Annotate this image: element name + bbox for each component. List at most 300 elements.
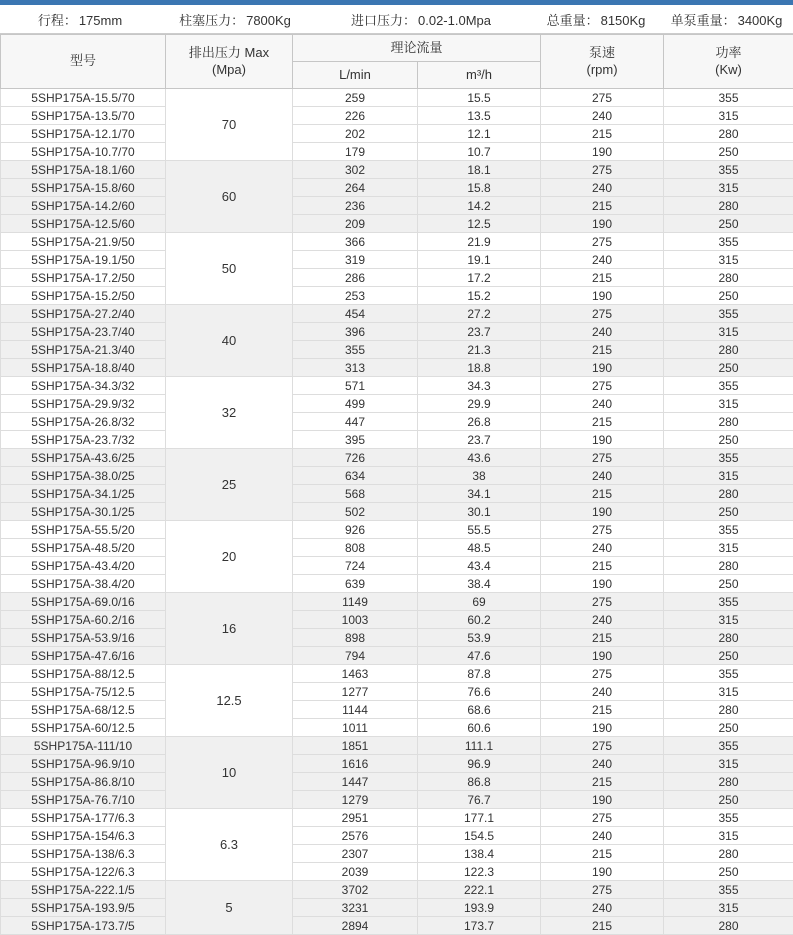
pressure-group-cell: 60 bbox=[166, 161, 293, 233]
model-cell: 5SHP175A-38.4/20 bbox=[1, 575, 166, 593]
model-cell: 5SHP175A-23.7/32 bbox=[1, 431, 166, 449]
speed-cell: 190 bbox=[541, 359, 664, 377]
speed-cell: 240 bbox=[541, 827, 664, 845]
power-cell: 280 bbox=[664, 557, 793, 575]
table-row bbox=[1, 413, 793, 431]
flow-lmin-cell: 898 bbox=[293, 629, 418, 647]
flow-m3h-cell: 38 bbox=[418, 467, 541, 485]
speed-cell: 240 bbox=[541, 395, 664, 413]
flow-m3h-cell: 177.1 bbox=[418, 809, 541, 827]
flow-lmin-cell: 202 bbox=[293, 125, 418, 143]
flow-lmin-cell: 209 bbox=[293, 215, 418, 233]
model-cell: 5SHP175A-30.1/25 bbox=[1, 503, 166, 521]
flow-m3h-cell: 30.1 bbox=[418, 503, 541, 521]
model-cell: 5SHP175A-222.1/5 bbox=[1, 881, 166, 899]
power-cell: 315 bbox=[664, 683, 793, 701]
power-cell: 355 bbox=[664, 305, 793, 323]
power-cell: 280 bbox=[664, 197, 793, 215]
flow-lmin-cell: 794 bbox=[293, 647, 418, 665]
table-row bbox=[1, 377, 793, 395]
power-cell: 315 bbox=[664, 827, 793, 845]
flow-m3h-cell: 60.2 bbox=[418, 611, 541, 629]
flow-lmin-cell: 1149 bbox=[293, 593, 418, 611]
flow-m3h-cell: 23.7 bbox=[418, 323, 541, 341]
power-cell: 315 bbox=[664, 755, 793, 773]
model-cell: 5SHP175A-69.0/16 bbox=[1, 593, 166, 611]
power-cell: 250 bbox=[664, 215, 793, 233]
table-row bbox=[1, 485, 793, 503]
power-cell: 250 bbox=[664, 575, 793, 593]
table-row bbox=[1, 395, 793, 413]
flow-m3h-cell: 86.8 bbox=[418, 773, 541, 791]
flow-m3h-cell: 48.5 bbox=[418, 539, 541, 557]
model-cell: 5SHP175A-60.2/16 bbox=[1, 611, 166, 629]
flow-m3h-cell: 17.2 bbox=[418, 269, 541, 287]
flow-m3h-cell: 13.5 bbox=[418, 107, 541, 125]
model-cell: 5SHP175A-75/12.5 bbox=[1, 683, 166, 701]
speed-cell: 240 bbox=[541, 179, 664, 197]
table-row bbox=[1, 629, 793, 647]
flow-lmin-cell: 3702 bbox=[293, 881, 418, 899]
model-cell: 5SHP175A-68/12.5 bbox=[1, 701, 166, 719]
flow-lmin-cell: 253 bbox=[293, 287, 418, 305]
flow-lmin-cell: 179 bbox=[293, 143, 418, 161]
pressure-group-cell: 25 bbox=[166, 449, 293, 521]
flow-m3h-cell: 19.1 bbox=[418, 251, 541, 269]
table-row bbox=[1, 575, 793, 593]
model-cell: 5SHP175A-19.1/50 bbox=[1, 251, 166, 269]
info-single-pump-weight-value: 3400Kg bbox=[737, 12, 783, 28]
table-row bbox=[1, 611, 793, 629]
table-row bbox=[1, 719, 793, 737]
speed-cell: 275 bbox=[541, 377, 664, 395]
table-row bbox=[1, 179, 793, 197]
speed-cell: 190 bbox=[541, 431, 664, 449]
flow-m3h-cell: 15.2 bbox=[418, 287, 541, 305]
power-cell: 355 bbox=[664, 737, 793, 755]
table-row bbox=[1, 323, 793, 341]
flow-lmin-cell: 499 bbox=[293, 395, 418, 413]
flow-m3h-cell: 69 bbox=[418, 593, 541, 611]
flow-lmin-cell: 1851 bbox=[293, 737, 418, 755]
flow-m3h-cell: 10.7 bbox=[418, 143, 541, 161]
flow-m3h-cell: 34.1 bbox=[418, 485, 541, 503]
model-cell: 5SHP175A-55.5/20 bbox=[1, 521, 166, 539]
speed-cell: 215 bbox=[541, 125, 664, 143]
model-cell: 5SHP175A-12.5/60 bbox=[1, 215, 166, 233]
flow-m3h-cell: 193.9 bbox=[418, 899, 541, 917]
speed-cell: 190 bbox=[541, 647, 664, 665]
flow-m3h-cell: 43.4 bbox=[418, 557, 541, 575]
flow-lmin-cell: 639 bbox=[293, 575, 418, 593]
power-cell: 250 bbox=[664, 791, 793, 809]
flow-m3h-cell: 47.6 bbox=[418, 647, 541, 665]
model-cell: 5SHP175A-18.8/40 bbox=[1, 359, 166, 377]
table-row bbox=[1, 197, 793, 215]
model-cell: 5SHP175A-29.9/32 bbox=[1, 395, 166, 413]
power-cell: 315 bbox=[664, 611, 793, 629]
table-row bbox=[1, 287, 793, 305]
table-row bbox=[1, 521, 793, 539]
flow-m3h-cell: 76.7 bbox=[418, 791, 541, 809]
info-total-weight-label: 总重量： bbox=[546, 12, 599, 28]
info-stroke bbox=[0, 10, 160, 29]
model-cell: 5SHP175A-138/6.3 bbox=[1, 845, 166, 863]
model-cell: 5SHP175A-154/6.3 bbox=[1, 827, 166, 845]
model-cell: 5SHP175A-53.9/16 bbox=[1, 629, 166, 647]
model-cell: 5SHP175A-43.6/25 bbox=[1, 449, 166, 467]
power-cell: 280 bbox=[664, 413, 793, 431]
flow-m3h-cell: 154.5 bbox=[418, 827, 541, 845]
power-cell: 315 bbox=[664, 107, 793, 125]
header-theoretical-flow: 理论流量 bbox=[293, 35, 541, 62]
power-cell: 250 bbox=[664, 431, 793, 449]
speed-cell: 215 bbox=[541, 269, 664, 287]
table-row bbox=[1, 683, 793, 701]
model-cell: 5SHP175A-38.0/25 bbox=[1, 467, 166, 485]
header-discharge-pressure bbox=[166, 35, 293, 89]
power-cell: 315 bbox=[664, 899, 793, 917]
power-cell: 280 bbox=[664, 125, 793, 143]
pressure-group-cell: 12.5 bbox=[166, 665, 293, 737]
flow-lmin-cell: 1616 bbox=[293, 755, 418, 773]
power-cell: 355 bbox=[664, 593, 793, 611]
flow-lmin-cell: 571 bbox=[293, 377, 418, 395]
power-cell: 250 bbox=[664, 719, 793, 737]
header-pump-speed-line1: 泵速 bbox=[589, 45, 616, 61]
speed-cell: 240 bbox=[541, 611, 664, 629]
flow-lmin-cell: 2951 bbox=[293, 809, 418, 827]
header-discharge-pressure-line1: 排出压力 Max bbox=[188, 45, 270, 61]
power-cell: 355 bbox=[664, 233, 793, 251]
power-cell: 280 bbox=[664, 629, 793, 647]
table-row bbox=[1, 305, 793, 323]
speed-cell: 190 bbox=[541, 791, 664, 809]
speed-cell: 190 bbox=[541, 503, 664, 521]
speed-cell: 275 bbox=[541, 89, 664, 107]
pressure-group-cell: 5 bbox=[166, 881, 293, 935]
info-stroke-label: 行程： bbox=[37, 12, 77, 28]
power-cell: 355 bbox=[664, 521, 793, 539]
model-cell: 5SHP175A-17.2/50 bbox=[1, 269, 166, 287]
flow-lmin-cell: 1447 bbox=[293, 773, 418, 791]
header-power-line1: 功率 bbox=[715, 45, 742, 61]
table-row bbox=[1, 341, 793, 359]
power-cell: 250 bbox=[664, 863, 793, 881]
flow-m3h-cell: 12.1 bbox=[418, 125, 541, 143]
pressure-group-cell: 40 bbox=[166, 305, 293, 377]
flow-lmin-cell: 634 bbox=[293, 467, 418, 485]
power-cell: 355 bbox=[664, 809, 793, 827]
flow-m3h-cell: 12.5 bbox=[418, 215, 541, 233]
table-row bbox=[1, 215, 793, 233]
table-row bbox=[1, 845, 793, 863]
speed-cell: 190 bbox=[541, 143, 664, 161]
speed-cell: 190 bbox=[541, 287, 664, 305]
speed-cell: 190 bbox=[541, 575, 664, 593]
info-single-pump-weight-label: 单泵重量： bbox=[670, 12, 736, 28]
pressure-group-cell: 32 bbox=[166, 377, 293, 449]
flow-m3h-cell: 14.2 bbox=[418, 197, 541, 215]
flow-lmin-cell: 286 bbox=[293, 269, 418, 287]
model-cell: 5SHP175A-26.8/32 bbox=[1, 413, 166, 431]
flow-lmin-cell: 236 bbox=[293, 197, 418, 215]
power-cell: 355 bbox=[664, 89, 793, 107]
table-row bbox=[1, 899, 793, 917]
table-row bbox=[1, 557, 793, 575]
pressure-group-cell: 50 bbox=[166, 233, 293, 305]
table-row bbox=[1, 449, 793, 467]
flow-lmin-cell: 1463 bbox=[293, 665, 418, 683]
flow-m3h-cell: 76.6 bbox=[418, 683, 541, 701]
speed-cell: 240 bbox=[541, 683, 664, 701]
flow-lmin-cell: 313 bbox=[293, 359, 418, 377]
speed-cell: 275 bbox=[541, 449, 664, 467]
power-cell: 280 bbox=[664, 845, 793, 863]
model-cell: 5SHP175A-48.5/20 bbox=[1, 539, 166, 557]
power-cell: 315 bbox=[664, 323, 793, 341]
flow-lmin-cell: 568 bbox=[293, 485, 418, 503]
speed-cell: 215 bbox=[541, 773, 664, 791]
table-row bbox=[1, 107, 793, 125]
header-pump-speed bbox=[541, 35, 664, 89]
model-cell: 5SHP175A-13.5/70 bbox=[1, 107, 166, 125]
table-row bbox=[1, 161, 793, 179]
info-total-weight bbox=[532, 10, 660, 29]
speed-cell: 240 bbox=[541, 323, 664, 341]
spec-info-bar bbox=[0, 5, 793, 34]
flow-m3h-cell: 34.3 bbox=[418, 377, 541, 395]
speed-cell: 240 bbox=[541, 755, 664, 773]
header-discharge-pressure-line2: (Mpa) bbox=[212, 61, 246, 77]
power-cell: 250 bbox=[664, 647, 793, 665]
flow-m3h-cell: 68.6 bbox=[418, 701, 541, 719]
power-cell: 280 bbox=[664, 773, 793, 791]
flow-lmin-cell: 2576 bbox=[293, 827, 418, 845]
speed-cell: 275 bbox=[541, 737, 664, 755]
table-row bbox=[1, 269, 793, 287]
flow-m3h-cell: 26.8 bbox=[418, 413, 541, 431]
info-inlet-pressure-value: 0.02-1.0Mpa bbox=[418, 12, 491, 28]
power-cell: 280 bbox=[664, 701, 793, 719]
header-flow-lmin: L/min bbox=[293, 62, 418, 89]
model-cell: 5SHP175A-15.8/60 bbox=[1, 179, 166, 197]
table-row bbox=[1, 701, 793, 719]
flow-m3h-cell: 173.7 bbox=[418, 917, 541, 935]
table-row bbox=[1, 809, 793, 827]
flow-lmin-cell: 396 bbox=[293, 323, 418, 341]
flow-m3h-cell: 27.2 bbox=[418, 305, 541, 323]
model-cell: 5SHP175A-96.9/10 bbox=[1, 755, 166, 773]
power-cell: 315 bbox=[664, 395, 793, 413]
speed-cell: 275 bbox=[541, 305, 664, 323]
power-cell: 355 bbox=[664, 377, 793, 395]
flow-lmin-cell: 2894 bbox=[293, 917, 418, 935]
flow-m3h-cell: 21.3 bbox=[418, 341, 541, 359]
pressure-group-cell: 10 bbox=[166, 737, 293, 809]
model-cell: 5SHP175A-60/12.5 bbox=[1, 719, 166, 737]
flow-m3h-cell: 96.9 bbox=[418, 755, 541, 773]
info-total-weight-value: 8150Kg bbox=[600, 12, 646, 28]
model-cell: 5SHP175A-18.1/60 bbox=[1, 161, 166, 179]
flow-m3h-cell: 18.8 bbox=[418, 359, 541, 377]
info-plunger-force-value: 7800Kg bbox=[246, 12, 291, 28]
speed-cell: 215 bbox=[541, 197, 664, 215]
table-row bbox=[1, 773, 793, 791]
power-cell: 315 bbox=[664, 539, 793, 557]
pressure-group-cell: 16 bbox=[166, 593, 293, 665]
flow-lmin-cell: 2307 bbox=[293, 845, 418, 863]
power-cell: 280 bbox=[664, 269, 793, 287]
model-cell: 5SHP175A-47.6/16 bbox=[1, 647, 166, 665]
model-cell: 5SHP175A-21.3/40 bbox=[1, 341, 166, 359]
model-cell: 5SHP175A-23.7/40 bbox=[1, 323, 166, 341]
flow-m3h-cell: 23.7 bbox=[418, 431, 541, 449]
speed-cell: 240 bbox=[541, 899, 664, 917]
power-cell: 315 bbox=[664, 179, 793, 197]
spec-table-body bbox=[1, 89, 793, 935]
flow-m3h-cell: 15.8 bbox=[418, 179, 541, 197]
speed-cell: 275 bbox=[541, 521, 664, 539]
speed-cell: 275 bbox=[541, 161, 664, 179]
table-row bbox=[1, 827, 793, 845]
table-row bbox=[1, 359, 793, 377]
info-inlet-pressure-label: 进口压力： bbox=[350, 12, 416, 28]
table-row bbox=[1, 665, 793, 683]
speed-cell: 215 bbox=[541, 341, 664, 359]
model-cell: 5SHP175A-193.9/5 bbox=[1, 899, 166, 917]
header-power bbox=[664, 35, 793, 89]
model-cell: 5SHP175A-15.5/70 bbox=[1, 89, 166, 107]
table-row bbox=[1, 917, 793, 935]
flow-lmin-cell: 1277 bbox=[293, 683, 418, 701]
table-row bbox=[1, 539, 793, 557]
pump-spec-table bbox=[0, 34, 793, 935]
power-cell: 280 bbox=[664, 485, 793, 503]
flow-m3h-cell: 55.5 bbox=[418, 521, 541, 539]
speed-cell: 190 bbox=[541, 863, 664, 881]
model-cell: 5SHP175A-173.7/5 bbox=[1, 917, 166, 935]
flow-m3h-cell: 29.9 bbox=[418, 395, 541, 413]
flow-m3h-cell: 122.3 bbox=[418, 863, 541, 881]
power-cell: 250 bbox=[664, 359, 793, 377]
flow-lmin-cell: 226 bbox=[293, 107, 418, 125]
table-header bbox=[1, 35, 793, 89]
model-cell: 5SHP175A-12.1/70 bbox=[1, 125, 166, 143]
power-cell: 250 bbox=[664, 503, 793, 521]
power-cell: 250 bbox=[664, 143, 793, 161]
power-cell: 355 bbox=[664, 665, 793, 683]
flow-lmin-cell: 726 bbox=[293, 449, 418, 467]
table-row bbox=[1, 467, 793, 485]
speed-cell: 215 bbox=[541, 701, 664, 719]
flow-lmin-cell: 1003 bbox=[293, 611, 418, 629]
model-cell: 5SHP175A-10.7/70 bbox=[1, 143, 166, 161]
speed-cell: 275 bbox=[541, 881, 664, 899]
table-row bbox=[1, 593, 793, 611]
table-row bbox=[1, 125, 793, 143]
table-row bbox=[1, 863, 793, 881]
table-row bbox=[1, 791, 793, 809]
model-cell: 5SHP175A-34.3/32 bbox=[1, 377, 166, 395]
flow-m3h-cell: 60.6 bbox=[418, 719, 541, 737]
power-cell: 355 bbox=[664, 161, 793, 179]
power-cell: 280 bbox=[664, 341, 793, 359]
speed-cell: 190 bbox=[541, 719, 664, 737]
info-single-pump-weight bbox=[660, 10, 793, 29]
speed-cell: 215 bbox=[541, 485, 664, 503]
flow-lmin-cell: 1144 bbox=[293, 701, 418, 719]
model-cell: 5SHP175A-21.9/50 bbox=[1, 233, 166, 251]
speed-cell: 275 bbox=[541, 665, 664, 683]
speed-cell: 240 bbox=[541, 467, 664, 485]
table-row bbox=[1, 431, 793, 449]
model-cell: 5SHP175A-14.2/60 bbox=[1, 197, 166, 215]
flow-lmin-cell: 259 bbox=[293, 89, 418, 107]
speed-cell: 215 bbox=[541, 917, 664, 935]
header-power-line2: (Kw) bbox=[715, 61, 742, 77]
speed-cell: 215 bbox=[541, 557, 664, 575]
header-flow-m3h: m³/h bbox=[418, 62, 541, 89]
table-row bbox=[1, 737, 793, 755]
model-cell: 5SHP175A-88/12.5 bbox=[1, 665, 166, 683]
flow-lmin-cell: 808 bbox=[293, 539, 418, 557]
table-row bbox=[1, 647, 793, 665]
model-cell: 5SHP175A-177/6.3 bbox=[1, 809, 166, 827]
flow-lmin-cell: 355 bbox=[293, 341, 418, 359]
table-row bbox=[1, 143, 793, 161]
table-row bbox=[1, 755, 793, 773]
speed-cell: 215 bbox=[541, 629, 664, 647]
flow-lmin-cell: 395 bbox=[293, 431, 418, 449]
flow-m3h-cell: 222.1 bbox=[418, 881, 541, 899]
flow-lmin-cell: 3231 bbox=[293, 899, 418, 917]
flow-lmin-cell: 319 bbox=[293, 251, 418, 269]
model-cell: 5SHP175A-27.2/40 bbox=[1, 305, 166, 323]
flow-m3h-cell: 18.1 bbox=[418, 161, 541, 179]
model-cell: 5SHP175A-122/6.3 bbox=[1, 863, 166, 881]
info-stroke-value: 175mm bbox=[78, 12, 123, 28]
pressure-group-cell: 6.3 bbox=[166, 809, 293, 881]
flow-lmin-cell: 264 bbox=[293, 179, 418, 197]
speed-cell: 240 bbox=[541, 251, 664, 269]
speed-cell: 240 bbox=[541, 107, 664, 125]
power-cell: 250 bbox=[664, 287, 793, 305]
flow-m3h-cell: 38.4 bbox=[418, 575, 541, 593]
speed-cell: 215 bbox=[541, 413, 664, 431]
table-row bbox=[1, 881, 793, 899]
table-row bbox=[1, 503, 793, 521]
info-plunger-force bbox=[160, 10, 310, 29]
power-cell: 315 bbox=[664, 467, 793, 485]
power-cell: 355 bbox=[664, 449, 793, 467]
speed-cell: 275 bbox=[541, 233, 664, 251]
header-model: 型号 bbox=[1, 35, 166, 89]
flow-m3h-cell: 111.1 bbox=[418, 737, 541, 755]
flow-m3h-cell: 53.9 bbox=[418, 629, 541, 647]
flow-lmin-cell: 1011 bbox=[293, 719, 418, 737]
speed-cell: 275 bbox=[541, 809, 664, 827]
power-cell: 280 bbox=[664, 917, 793, 935]
pressure-group-cell: 70 bbox=[166, 89, 293, 161]
flow-m3h-cell: 43.6 bbox=[418, 449, 541, 467]
model-cell: 5SHP175A-76.7/10 bbox=[1, 791, 166, 809]
model-cell: 5SHP175A-111/10 bbox=[1, 737, 166, 755]
power-cell: 315 bbox=[664, 251, 793, 269]
table-row bbox=[1, 251, 793, 269]
speed-cell: 215 bbox=[541, 845, 664, 863]
model-cell: 5SHP175A-86.8/10 bbox=[1, 773, 166, 791]
